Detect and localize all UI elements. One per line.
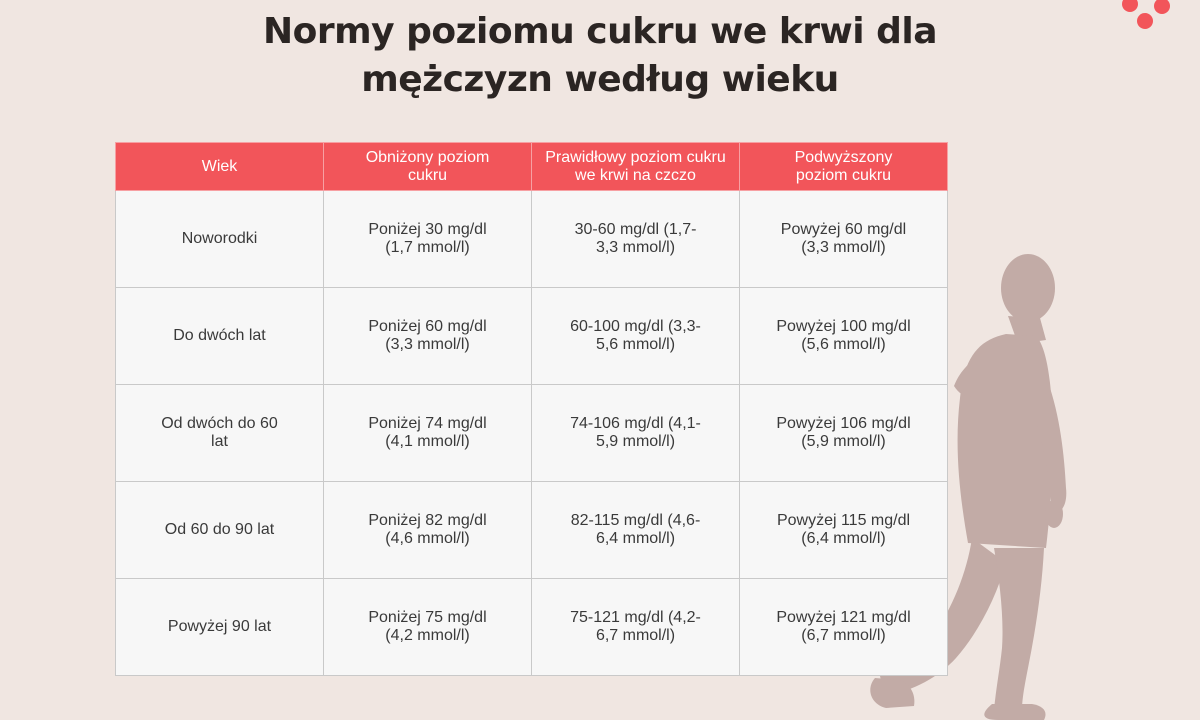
low-value: Poniżej 82 mg/dl (4,6 mmol/l) (368, 512, 487, 547)
normal-cell (532, 385, 740, 482)
table-row (116, 482, 948, 579)
normal-cell (532, 579, 740, 676)
header-low (324, 143, 532, 191)
header-high (740, 143, 948, 191)
age-cell (116, 385, 324, 482)
age-cell (116, 288, 324, 385)
age-cell (116, 579, 324, 676)
low-value: Poniżej 60 mg/dl (3,3 mmol/l) (368, 318, 487, 353)
low-value: Poniżej 75 mg/dl (4,2 mmol/l) (368, 609, 487, 644)
age-label: Od 60 do 90 lat (164, 521, 275, 538)
normal-cell (532, 288, 740, 385)
high-cell (740, 579, 948, 676)
low-cell (324, 482, 532, 579)
high-value: Powyżej 121 mg/dl (6,7 mmol/l) (776, 609, 911, 644)
table-row (116, 191, 948, 288)
high-value: Powyżej 115 mg/dl (6,4 mmol/l) (776, 512, 911, 547)
normal-cell (532, 191, 740, 288)
age-label: Do dwóch lat (173, 327, 266, 344)
page-title (0, 8, 1200, 104)
normal-cell (532, 482, 740, 579)
high-value: Powyżej 106 mg/dl (5,9 mmol/l) (776, 415, 911, 450)
high-value: Powyżej 60 mg/dl (3,3 mmol/l) (780, 221, 907, 256)
normal-value: 74-106 mg/dl (4,1-5,9 mmol/l) (570, 415, 701, 450)
title-line-1: Normy poziomu cukru we krwi dla (262, 11, 938, 52)
high-cell (740, 482, 948, 579)
blood-sugar-norms-table (115, 142, 948, 676)
high-cell (740, 288, 948, 385)
red-dots-logo-icon (1118, 0, 1178, 34)
age-label: Od dwóch do 60 lat (161, 415, 278, 450)
low-cell (324, 579, 532, 676)
normal-value: 82-115 mg/dl (4,6-6,4 mmol/l) (570, 512, 701, 547)
table-row (116, 288, 948, 385)
normal-value: 75-121 mg/dl (4,2-6,7 mmol/l) (570, 609, 701, 644)
low-value: Poniżej 74 mg/dl (4,1 mmol/l) (368, 415, 487, 450)
high-value: Powyżej 100 mg/dl (5,6 mmol/l) (776, 318, 911, 353)
normal-value: 30-60 mg/dl (1,7-3,3 mmol/l) (574, 221, 697, 256)
header-low-label: Obniżony poziom cukru (365, 148, 490, 184)
low-value: Poniżej 30 mg/dl (1,7 mmol/l) (368, 221, 487, 256)
table-row (116, 579, 948, 676)
age-label: Powyżej 90 lat (167, 618, 272, 635)
low-cell (324, 385, 532, 482)
normal-value: 60-100 mg/dl (3,3-5,6 mmol/l) (570, 318, 701, 353)
table-header-row (116, 143, 948, 191)
high-cell (740, 385, 948, 482)
low-cell (324, 288, 532, 385)
high-cell (740, 191, 948, 288)
age-label: Noworodki (181, 230, 258, 247)
header-high-label: Podwyższony poziom cukru (794, 148, 893, 184)
low-cell (324, 191, 532, 288)
title-line-2: mężczyzn według wieku (361, 59, 839, 100)
header-normal: Prawidłowy poziom cukru we krwi na czczo (532, 143, 740, 191)
table-row (116, 385, 948, 482)
age-cell (116, 482, 324, 579)
header-age: Wiek (116, 143, 324, 191)
age-cell (116, 191, 324, 288)
